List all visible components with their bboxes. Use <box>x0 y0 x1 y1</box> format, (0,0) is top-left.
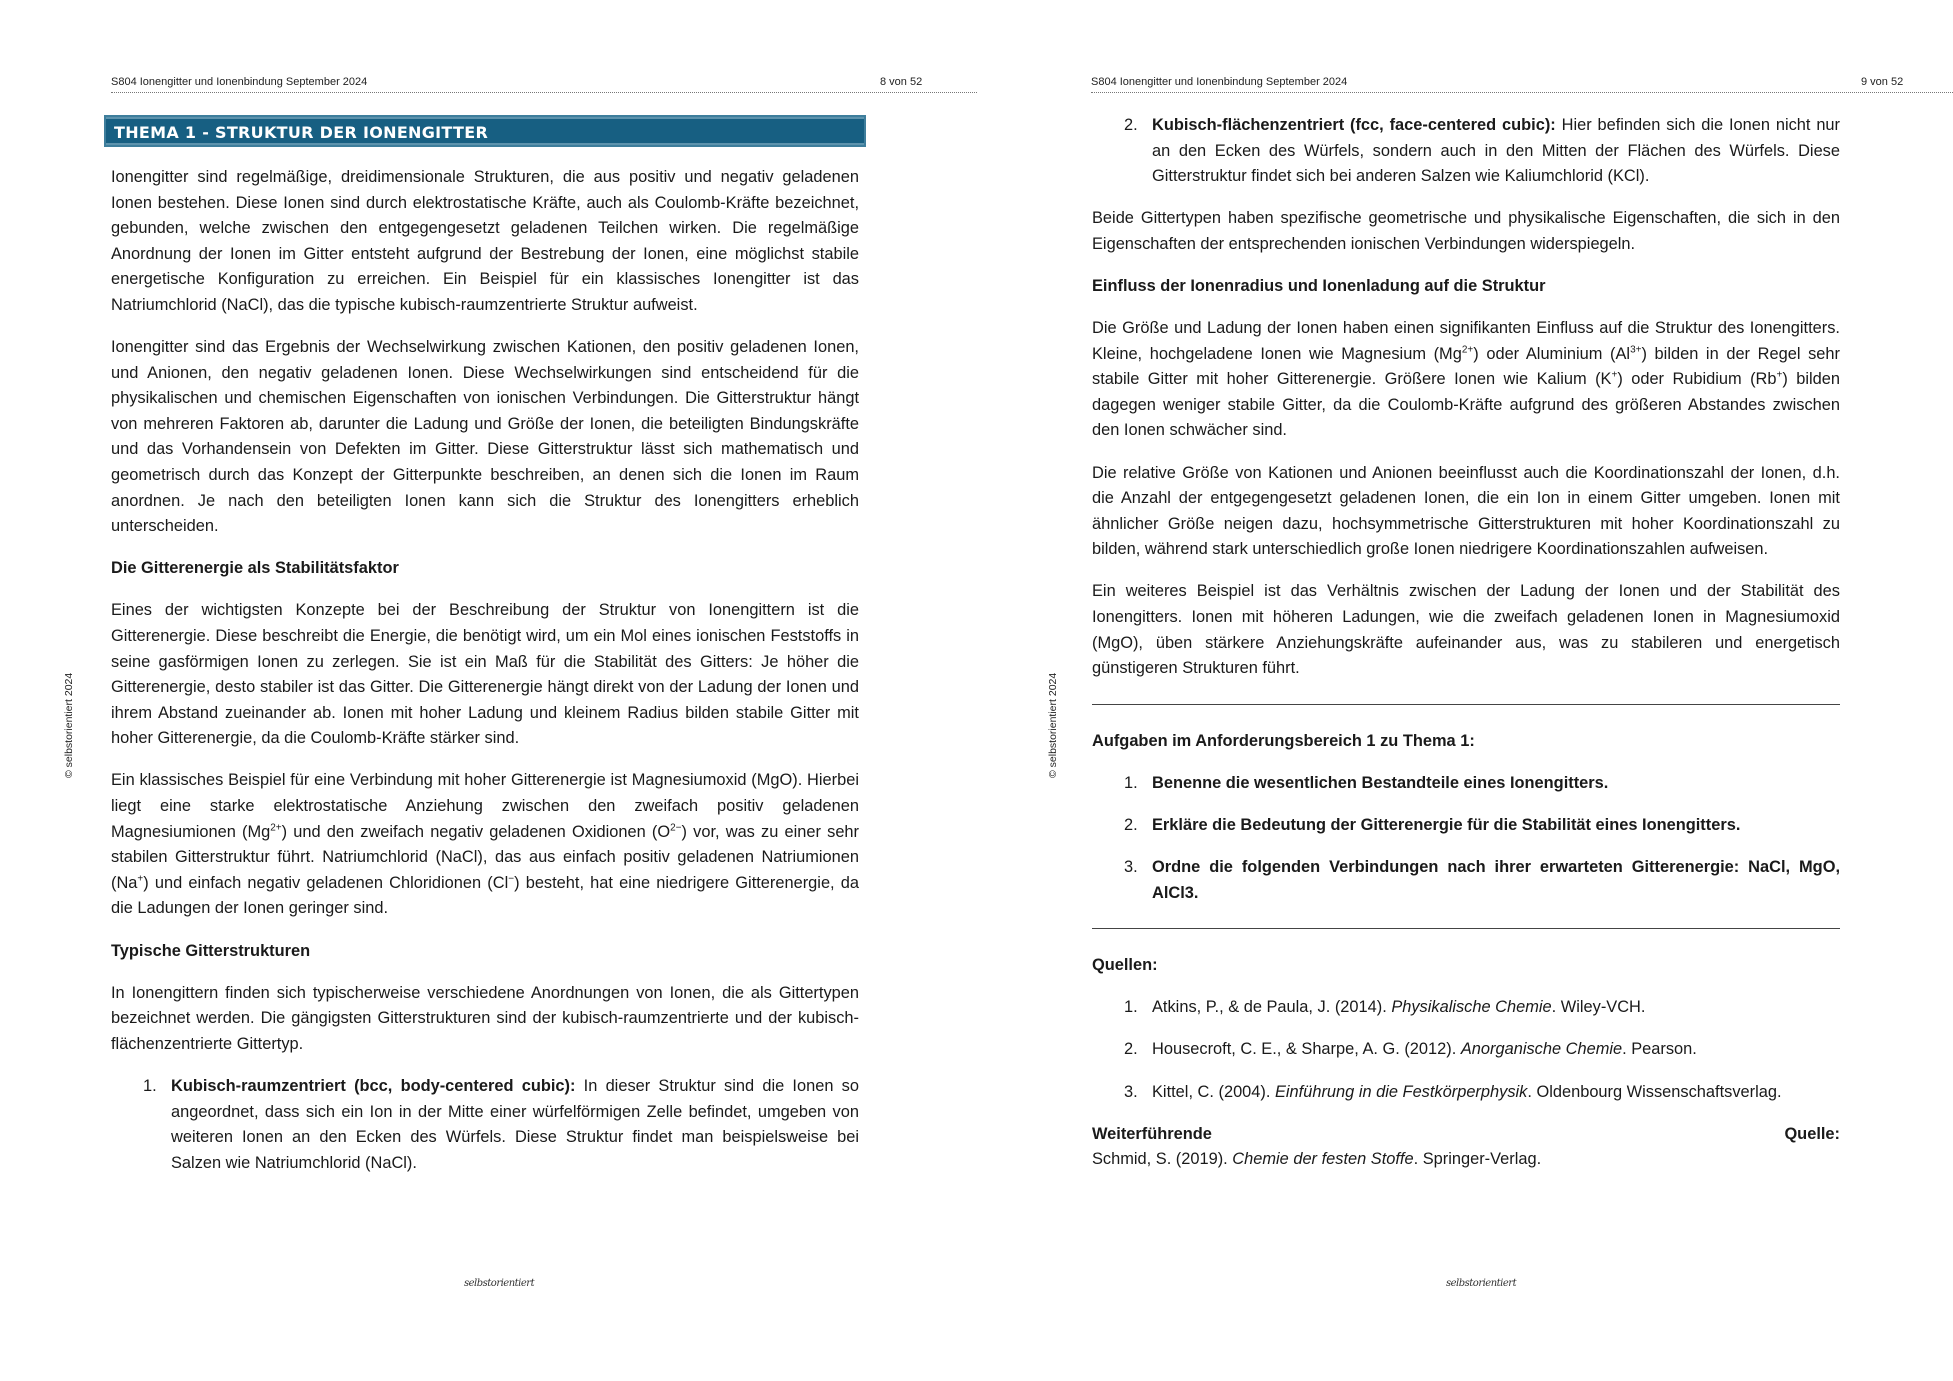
paragraph: Beide Gittertypen haben spezifische geometrische und physikalische Eigenschaften, die sich in den Eigenschaften der entsprechenden ionischen Verbindungen widerspiegeln. <box>1092 209 1840 253</box>
paragraph: In Ionengittern finden sich typischerweise verschiedene Anordnungen von Ionen, die als Gittertypen bezeichnet werden. Die gängigsten Gitterstrukturen sind der kubisch-raumzentrierte und der kubisch-flächenzentrierte Gittertyp. <box>111 983 859 1053</box>
structure-list <box>1092 113 1840 190</box>
page-header <box>111 76 977 93</box>
copyright-vertical: © selbstorientiert 2024 <box>1047 672 1059 778</box>
copyright-vertical: © selbstorientiert 2024 <box>63 672 75 778</box>
sources-list <box>1092 995 1840 1105</box>
paragraph: Ein weiteres Beispiel ist das Verhältnis zwischen der Ladung der Ionen und der Stabilität des Ionengitters. Ionen mit höheren Ladungen, wie die zweifach geladenen Ionen in Magnesiumoxid (MgO), üben stärkere Anziehungskräfte aufeinander aus, was zu stabileren und energetisch günstigeren Strukturen führt. <box>1092 582 1840 678</box>
paragraph: Ionengitter sind das Ergebnis der Wechselwirkung zwischen Kationen, den positiv geladenen Ionen, und Anionen, den negativ geladenen Ionen. Diese Wechselwirkungen sind entscheidend für die physikalischen und chemischen Eigenschaften von ionischen Verbindungen. Die Gitterstruktur hängt von mehreren Faktoren ab, darunter die Ladung und Größe der Ionen, die beteiligten Bindungskräfte und das Vorhandensein von Defekten im Gitter. Diese Gitterstruktur lässt sich mathematisch und geometrisch durch das Konzept der Gitterpunkte beschreiben, an denen sich die Ionen im Raum anordnen. Je nach den beteiligten Ionen kann sich die Struktur des Ionengitters erheblich unterscheiden. <box>111 338 859 536</box>
list-item: 1. Kubisch-raumzentriert (bcc, body-centered cubic): In dieser Struktur sind die Ionen so angeordnet, dass sich ein Ion in der Mitte einer würfelförmigen Zelle befindet, umgeben von weiteren Ionen an den Ecken des Würfels. Diese Struktur findet man beispielsweise bei Salzen wie Natriumchlorid (NaCl). <box>143 1076 859 1172</box>
task-item: 1. Benenne die wesentlichen Bestandteile eines Ionengitters. <box>1124 773 1609 792</box>
tasks-heading: Aufgaben im Anforderungsbereich 1 zu Thema 1: <box>1092 731 1475 750</box>
further-source-heading: Weiterführende Quelle: <box>1092 1124 1840 1143</box>
page-number: 8 von 52 <box>880 76 923 88</box>
source-item: 2. Housecroft, C. E., & Sharpe, A. G. (2012). Anorganische Chemie. Pearson. <box>1124 1040 1697 1059</box>
paragraph: Eines der wichtigsten Konzepte bei der Beschreibung der Struktur von Ionengittern ist die Gitterenergie. Diese beschreibt die Energie, die benötigt wird, um ein Mol eines ionischen Feststoffs in seine gasförmigen Ionen zu zerlegen. Sie ist ein Maß für die Stabilität des Gitters: Je höher die Gitterenergie, desto stabiler ist das Gitter. Die Gitterenergie hängt direkt von der Ladung der Ionen und ihrem Abstand zueinander ab. Ionen mit hoher Ladung und kleinem Radius bilden stabile Gitter mit hoher Gitterenergie, da die Coulomb-Kräfte stärker sind. <box>111 601 859 748</box>
list-item: 2. Kubisch-flächenzentriert (fcc, face-centered cubic): Hier befinden sich die Ionen nicht nur an den Ecken des Würfels, sondern auch in den Mitten der Flächen des Würfels. Diese Gitterstruktur findet sich bei anderen Salzen wie Kaliumchlorid (KCl). <box>1124 116 1841 186</box>
page-body <box>111 165 859 1193</box>
footer-logo: selbstorientiert <box>1446 1278 1517 1289</box>
subheading: Typische Gitterstrukturen <box>111 941 311 960</box>
further-source: Schmid, S. (2019). Chemie der festen Stoffe. Springer-Verlag. <box>1092 1150 1542 1169</box>
tasks-list <box>1092 771 1840 906</box>
page-body <box>1092 113 1840 1173</box>
header-title: S804 Ionengitter und Ionenbindung September 2024 <box>111 76 368 88</box>
paragraph-mgo: Ein klassisches Beispiel für eine Verbindung mit hoher Gitterenergie ist Magnesiumoxid (MgO). Hierbei liegt eine starke elektrostatische Anziehung zwischen den zweifach positiv geladenen Magnesiumionen $(Mg^{2+})$ und den zweifach negativ geladenen Oxidionen $(O^{2-})$ vor, was zu einer sehr stabilen Gitterstruktur führt. Natriumchlorid (NaCl), das aus einfach positiv geladenen Natriumionen (Na+) und einfach negativ geladenen Chloridionen (Cl−) besteht, hat eine niedrigere Gitterenergie, da die Ladungen der Ionen geringer sind. <box>111 771 860 918</box>
page-header <box>1091 76 1953 93</box>
paragraph-groesse: Die Größe und Ladung der Ionen haben einen signifikanten Einfluss auf die Struktur des Ionengitters. Kleine, hochgeladene Ionen wie Magnesium $(Mg^{2+})$ oder Aluminium $(Al^{3+})$ bilden in der Regel sehr stabile Gitter mit hoher Gitterenergie. Größere Ionen wie Kalium (K+) oder Rubidium (Rb+) bilden dagegen weniger stabile Gitter, da die Coulomb-Kräfte aufgrund des größeren Abstandes zwischen den Ionen schwächer sind. <box>1092 319 1840 440</box>
footer-logo: selbstorientiert <box>464 1278 535 1289</box>
header-title: S804 Ionengitter und Ionenbindung September 2024 <box>1091 76 1348 88</box>
task-item: 2. Erkläre die Bedeutung der Gitterenergie für die Stabilität eines Ionengitters. <box>1124 815 1741 834</box>
section-title: THEMA 1 - STRUKTUR DER IONENGITTER <box>114 123 489 142</box>
source-item: 1. Atkins, P., & de Paula, J. (2014). Physikalische Chemie. Wiley-VCH. <box>1124 998 1646 1017</box>
sources-heading: Quellen: <box>1092 956 1158 975</box>
subheading: Die Gitterenergie als Stabilitätsfaktor <box>111 559 399 578</box>
paragraph: Ionengitter sind regelmäßige, dreidimensionale Strukturen, die aus positiv und negativ geladenen Ionen bestehen. Diese Ionen sind durch elektrostatische Kräfte, auch als Coulomb-Kräfte bezeichnet, gebunden, welche zwischen den entgegengesetzt geladenen Teilchen wirken. Die regelmäßige Anordnung der Ionen im Gitter entsteht aufgrund der Bestrebung der Ionen, eine möglichst stabile energetische Konfiguration zu erreichen. Ein Beispiel für ein klassisches Ionengitter ist das Natriumchlorid (NaCl), das die typische kubisch-raumzentrierte Struktur aufweist. <box>111 168 859 314</box>
paragraph: Die relative Größe von Kationen und Anionen beeinflusst auch die Koordinationszahl der Ionen, d.h. die Anzahl der entgegengesetzt geladenen Ionen, die ein Ion in einem Gitter umgeben. Ionen mit ähnlicher Größe neigen dazu, hochsymmetrische Gitterstrukturen mit hoher Koordinationszahl zu bilden, während stark unterschiedlich große Ionen niedrigere Koordinationszahlen aufweisen. <box>1092 463 1840 559</box>
section-banner <box>104 115 866 147</box>
source-item: 3. Kittel, C. (2004). Einführung in die Festkörperphysik. Oldenbourg Wissenschaftsverlag. <box>1124 1082 1782 1101</box>
divider <box>1092 928 1840 929</box>
page-number: 9 von 52 <box>1861 76 1904 88</box>
structure-list <box>111 1074 859 1176</box>
divider <box>1092 704 1840 705</box>
document-page-9 <box>980 0 1953 1381</box>
task-item: 3. Ordne die folgenden Verbindungen nach ihrer erwarteten Gitterenergie: NaCl, MgO, AlCl3. <box>1124 858 1840 902</box>
subheading: Einfluss der Ionenradius und Ionenladung auf die Struktur <box>1092 276 1546 295</box>
